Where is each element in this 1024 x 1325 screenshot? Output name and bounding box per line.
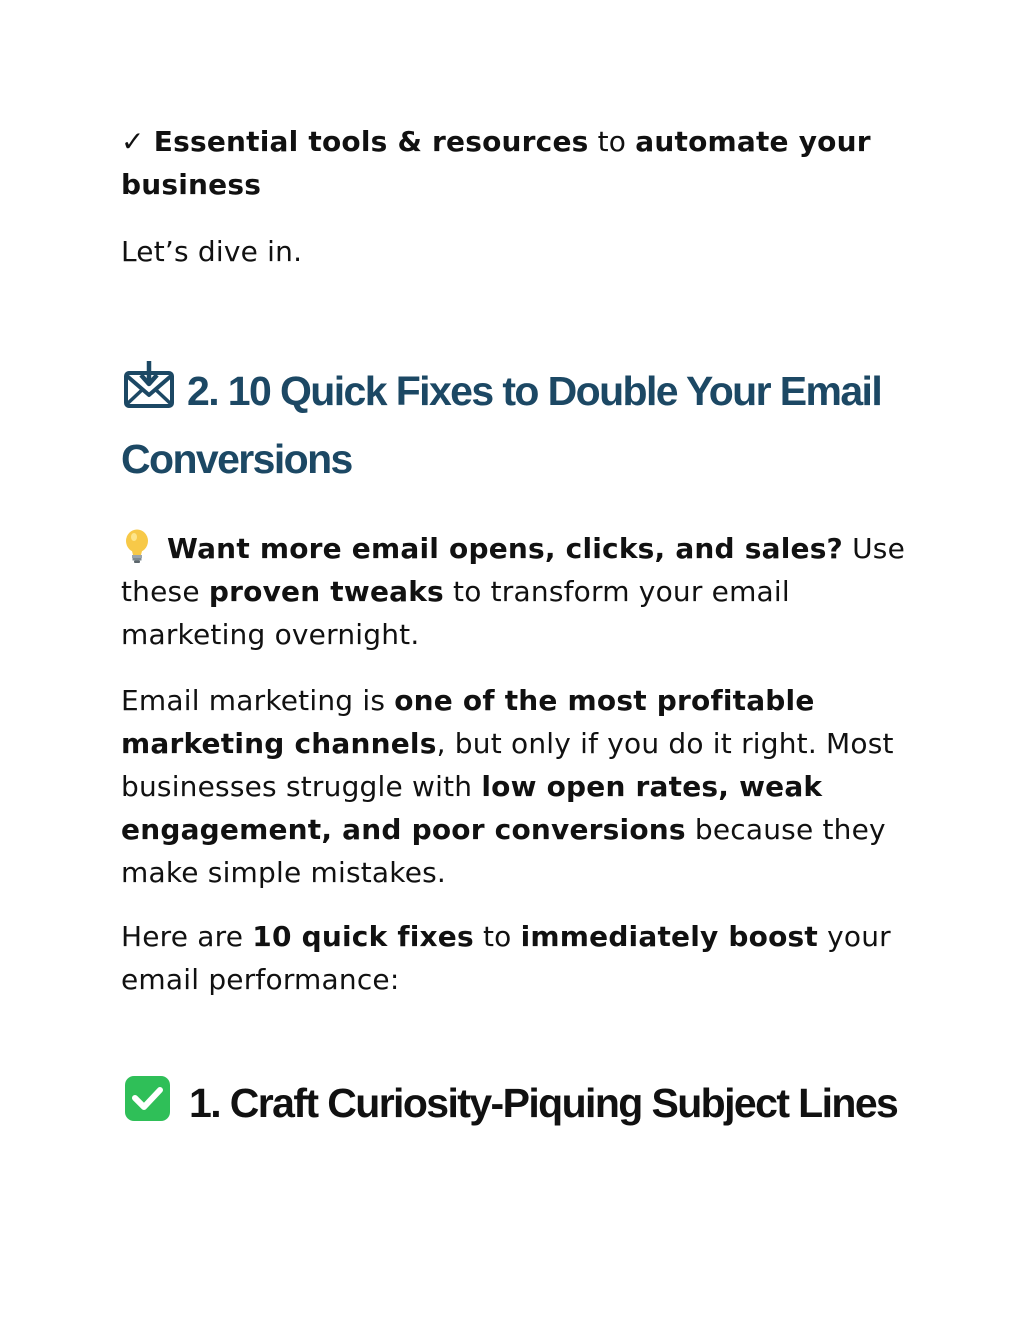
- tip-text-2: to transform your email marketing overnight.: [121, 575, 790, 651]
- lightbulb-icon: [121, 528, 153, 564]
- body2-text-1: Here are: [121, 920, 253, 953]
- body1-bold-2: low open rates, weak engagement, and poor conversions: [121, 770, 823, 846]
- fix-1-title: 1. Craft Curiosity-Piquing Subject Lines: [189, 1080, 898, 1126]
- check-mark-button-icon: [121, 1073, 173, 1123]
- dive-in-text: Let’s dive in.: [121, 235, 303, 268]
- body2-text-2: to: [473, 920, 521, 953]
- tip-paragraph: [121, 527, 911, 656]
- body1-text-2: , but only if you do it right. Most businesses struggle with: [121, 727, 894, 803]
- check-mark-icon: ✓: [121, 125, 145, 158]
- body1-text-3: because they make simple mistakes.: [121, 813, 886, 889]
- checklist-item: [121, 120, 911, 206]
- checklist-connector: to: [588, 125, 636, 158]
- body-paragraph-1: [121, 679, 911, 894]
- checklist-bold-2: automate your business: [121, 125, 871, 201]
- section-2-heading: [121, 357, 911, 493]
- envelope-download-icon: [121, 359, 177, 411]
- body-paragraph-2: [121, 915, 911, 1001]
- section-2-title: 2. 10 Quick Fixes to Double Your Email Conversions: [121, 368, 882, 482]
- checklist-bold-1: Essential tools & resources: [153, 125, 589, 158]
- fix-1-heading: [121, 1073, 911, 1132]
- body2-bold-2: immediately boost: [520, 920, 818, 953]
- tip-bold-2: proven tweaks: [208, 575, 444, 608]
- body1-bold-1: one of the most profitable marketing channels: [121, 684, 815, 760]
- body2-bold-1: 10 quick fixes: [252, 920, 474, 953]
- tip-text-1: Use these: [121, 532, 906, 608]
- body2-text-3: your email performance:: [121, 920, 891, 996]
- body1-text-1: Email marketing is: [121, 684, 395, 717]
- tip-lead: Want more email opens, clicks, and sales?: [167, 532, 844, 565]
